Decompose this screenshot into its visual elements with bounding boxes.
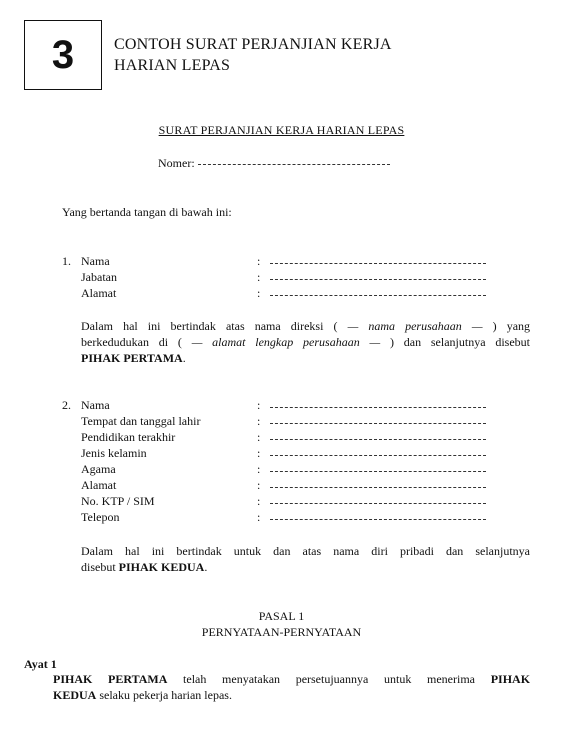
heading-line-1: CONTOH SURAT PERJANJIAN KERJA — [114, 36, 392, 53]
article-heading — [0, 608, 563, 640]
party1-field-label: Nama — [81, 254, 110, 268]
party2-field-label: Agama — [81, 462, 116, 476]
company-address-placeholder: — alamat lengkap perusahaan — — [191, 335, 381, 349]
text-segment: telah menyatakan persetujuannya untuk menerima — [183, 672, 475, 686]
number-blank-line — [198, 164, 390, 165]
text-segment: ) dan selanjutnya disebut — [389, 335, 530, 349]
field-colon: : — [257, 462, 261, 476]
text-segment: selaku pekerja harian lepas. — [99, 688, 232, 702]
party1-field-label: Alamat — [81, 286, 117, 300]
party1-para-line-2 — [81, 334, 530, 350]
field-colon: : — [257, 414, 261, 428]
field-colon: : — [257, 510, 261, 524]
clause-label: Ayat 1 — [24, 657, 57, 671]
party2-field-label: Jenis kelamin — [81, 446, 147, 460]
text-segment: . — [204, 560, 208, 574]
party2-field-label: Telepon — [81, 510, 120, 524]
article-title: PASAL 1 — [258, 609, 305, 623]
field-colon: : — [257, 446, 261, 460]
field-blank-line — [270, 279, 486, 280]
company-name-placeholder: — nama perusahaan — — [347, 319, 483, 333]
clause-line-1 — [53, 671, 530, 687]
party1-index: 1. — [62, 254, 71, 268]
party1-role: PIHAK PERTAMA — [81, 351, 183, 365]
field-colon: : — [257, 254, 261, 268]
clause-line-2 — [53, 688, 232, 702]
text-segment: ) yang — [492, 319, 531, 333]
field-colon: : — [257, 478, 261, 492]
party2-index: 2. — [62, 398, 71, 412]
field-blank-line — [270, 295, 486, 296]
party2-field-label: Tempat dan tanggal lahir — [81, 414, 201, 428]
field-colon: : — [257, 494, 261, 508]
party2-field-label: No. KTP / SIM — [81, 494, 155, 508]
field-blank-line — [270, 263, 486, 264]
text-segment: disebut — [81, 560, 116, 574]
text-segment: Dalam hal ini bertindak atas nama direksi ( — [81, 319, 338, 333]
field-colon: : — [257, 430, 261, 444]
party1-paragraph — [81, 318, 530, 366]
party1-field-label: Jabatan — [81, 270, 117, 284]
party2-field-label: Pendidikan terakhir — [81, 430, 176, 444]
party1-para-line-3 — [81, 351, 186, 365]
field-colon: : — [257, 286, 261, 300]
field-blank-line — [270, 471, 486, 472]
party1-para-line-1 — [81, 318, 530, 334]
heading-line-2: HARIAN LEPAS — [114, 57, 231, 74]
clause-party1: PIHAK PERTAMA — [53, 672, 168, 686]
field-blank-line — [270, 503, 486, 504]
field-blank-line — [270, 439, 486, 440]
field-colon: : — [257, 398, 261, 412]
text-segment: . — [182, 351, 186, 365]
field-colon: : — [257, 270, 261, 284]
document-number — [158, 156, 390, 171]
clause-party2-part2: KEDUA — [53, 688, 97, 702]
field-blank-line — [270, 455, 486, 456]
intro-text: Yang bertanda tangan di bawah ini: — [62, 205, 232, 219]
field-blank-line — [270, 487, 486, 488]
section-number: 3 — [51, 32, 75, 77]
party2-field-label: Alamat — [81, 478, 117, 492]
section-number-box — [24, 20, 102, 90]
party2-field-label: Nama — [81, 398, 110, 412]
field-blank-line — [270, 519, 486, 520]
field-blank-line — [270, 407, 486, 408]
field-blank-line — [270, 423, 486, 424]
number-label: Nomer: — [158, 156, 195, 170]
document-title: SURAT PERJANJIAN KERJA HARIAN LEPAS — [158, 123, 405, 137]
clause-party2-part1: PIHAK — [490, 672, 531, 686]
clause-paragraph — [53, 671, 530, 703]
article-subtitle: PERNYATAAN-PERNYATAAN — [201, 625, 362, 639]
party2-role: PIHAK KEDUA — [118, 560, 205, 574]
party2-para-line-1: Dalam hal ini bertindak untuk dan atas nama diri pribadi dan selanjutnya — [81, 544, 530, 558]
party2-paragraph — [81, 543, 530, 575]
page-heading — [114, 34, 392, 76]
party2-para-line-2 — [81, 560, 207, 574]
text-segment: berkedudukan di ( — [81, 335, 182, 349]
